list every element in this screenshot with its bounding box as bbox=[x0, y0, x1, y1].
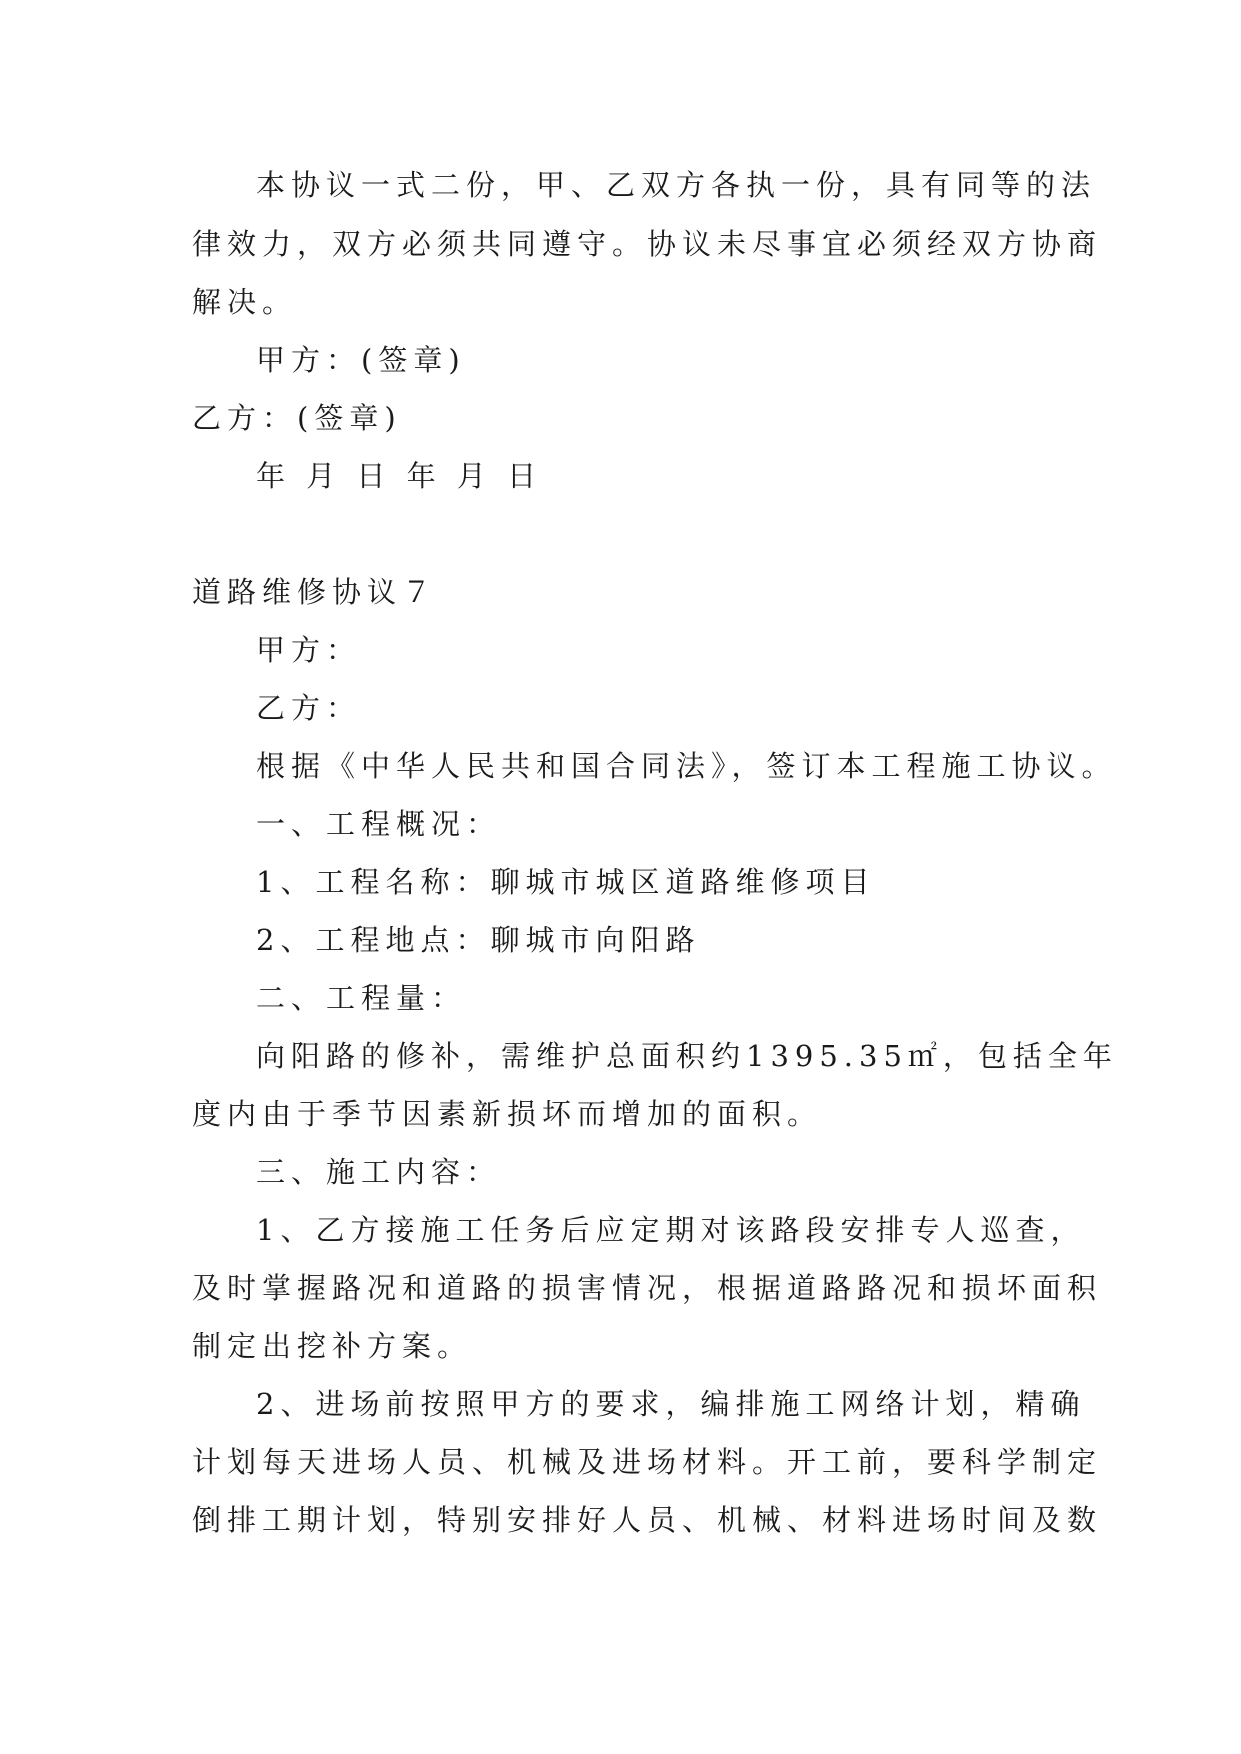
clause-item: 1、工程名称：聊城市城区道路维修项目 bbox=[256, 865, 876, 899]
clause-heading: 一、工程概况： bbox=[256, 807, 502, 841]
party-b-signature: 乙方：(签章) bbox=[192, 401, 402, 435]
paragraph-line: 解决。 bbox=[192, 285, 298, 319]
paragraph-line: 2、进场前按照甲方的要求，编排施工网络计划，精确 bbox=[256, 1387, 1086, 1421]
clause-item: 2、工程地点：聊城市向阳路 bbox=[256, 923, 701, 957]
paragraph-line: 计划每天进场人员、机械及进场材料。开工前，要科学制定 bbox=[192, 1445, 1103, 1479]
clause-heading: 三、施工内容： bbox=[256, 1155, 502, 1189]
section-heading: 道路维修协议７ bbox=[192, 575, 438, 609]
paragraph-line: 本协议一式二份，甲、乙双方各执一份，具有同等的法 bbox=[256, 168, 1097, 202]
paragraph-line: 根据《中华人民共和国合同法》，签订本工程施工协议。 bbox=[256, 749, 1117, 783]
paragraph-line: 倒排工期计划，特别安排好人员、机械、材料进场时间及数 bbox=[192, 1503, 1103, 1537]
paragraph-line: 制定出挖补方案。 bbox=[192, 1329, 473, 1363]
paragraph-line: 律效力，双方必须共同遵守。协议未尽事宜必须经双方协商 bbox=[192, 227, 1103, 261]
paragraph-line: 及时掌握路况和道路的损害情况，根据道路路况和损坏面积 bbox=[192, 1271, 1103, 1305]
signature-dates: 年 月 日 年 月 日 bbox=[256, 459, 543, 493]
party-a-signature: 甲方：(签章) bbox=[256, 343, 466, 377]
paragraph-line: 向阳路的修补，需维护总面积约1395.35㎡，包括全年 bbox=[256, 1039, 1118, 1073]
paragraph-line: 1、乙方接施工任务后应定期对该路段安排专人巡查， bbox=[256, 1213, 1086, 1247]
clause-heading: 二、工程量： bbox=[256, 981, 467, 1015]
party-a-label: 甲方： bbox=[256, 633, 362, 667]
party-b-label: 乙方： bbox=[256, 691, 362, 725]
paragraph-line: 度内由于季节因素新损坏而增加的面积。 bbox=[192, 1097, 823, 1131]
